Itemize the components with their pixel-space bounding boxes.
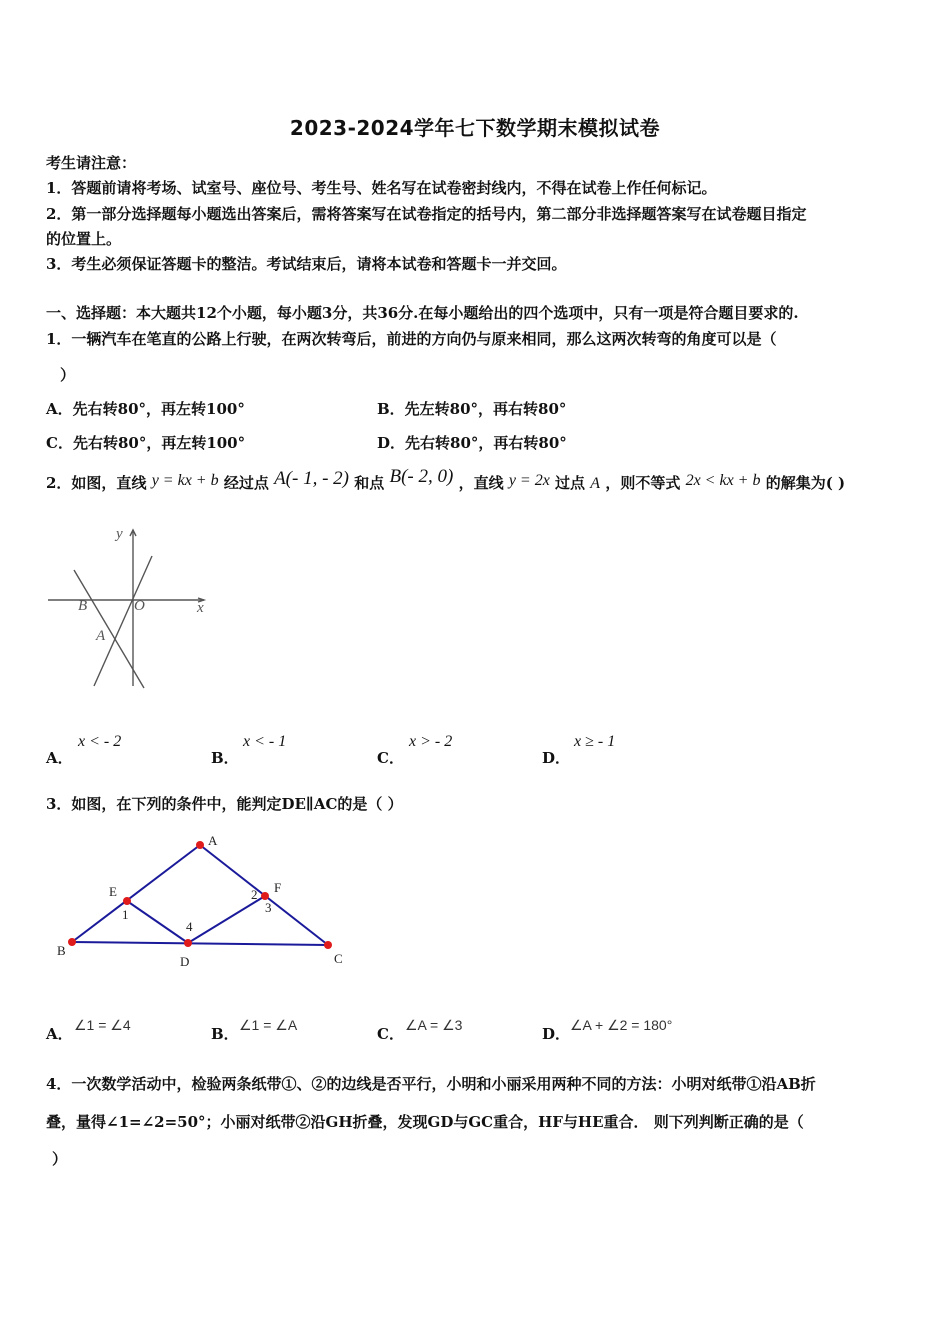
segment-ed [127,901,188,943]
fig-label-b: B [78,598,88,614]
fig-label-a: A [96,628,106,644]
question-3-option-c: ∠A = ∠3 [405,1017,463,1033]
q2-math-a: A [590,475,601,492]
q2-math-point-b: B(- 2, 0) [389,466,454,487]
label-angle-2: 2 [251,887,258,902]
fig-label-x: x [197,600,204,616]
label-angle-3: 3 [265,900,272,915]
line-2x [94,556,152,686]
q2-text-4: ，直线 [458,474,504,492]
question-3-option-c-label: C． [377,1025,404,1043]
label-f: F [274,880,282,895]
label-d: D [180,954,190,969]
label-angle-1: 1 [122,907,129,922]
point-d [184,939,192,947]
question-3-stem: 3．如图，在下列的条件中，能判定DE∥AC的是（ ） [46,795,403,813]
question-3-option-a-label: A． [46,1025,73,1043]
question-2-option-b: x < - 1 [243,733,287,750]
notice-item-2a: 2．第一部分选择题每小题选出答案后，需将答案写在试卷指定的括号内，第二部分非选择题答案写在试卷题目指定 [46,205,807,223]
notice-heading: 考生请注意： [46,154,137,172]
question-4-line-3: ） [52,1150,68,1168]
segment-bc [72,942,328,945]
point-c [324,941,332,949]
segment-df [188,896,265,943]
q2-text-3: 和点 [354,474,385,492]
question-2-option-c-label: C． [377,749,404,767]
point-a [196,841,204,849]
question-2-option-c: x > - 2 [409,733,453,750]
label-a: A [208,833,218,848]
section-heading: 一、选择题：本大题共12个小题，每小题3分，共36分.在每小题给出的四个选项中，只有一项是符合题目要求的. [46,304,799,322]
question-3-option-d: ∠A + ∠2 = 180° [570,1017,673,1033]
question-1-option-d: D．先右转80°，再右转80° [377,434,567,452]
point-e [123,897,131,905]
question-1-option-b: B．先左转80°，再右转80° [377,400,567,418]
q2-math-line-eq: y = kx + b [151,472,219,489]
question-3-option-a: ∠1 = ∠4 [74,1017,131,1033]
question-2-option-d: x ≥ - 1 [574,733,616,750]
question-2-stem [46,466,846,494]
point-f [261,892,269,900]
q2-text-7: 的解集为( ) [765,474,846,492]
q2-text-2: 经过点 [223,474,269,492]
notice-item-2b: 的位置上。 [46,230,122,248]
notice-item-3: 3．考生必须保证答题卡的整洁。考试结束后，请将本试卷和答题卡一并交回。 [46,255,567,273]
question-1-stem-end: ） [60,366,76,384]
question-1-option-a: A．先右转80°，再左转100° [46,400,245,418]
question-2-figure [44,518,214,693]
question-3-option-b-label: B． [211,1025,239,1043]
fig-label-o: O [134,598,145,614]
question-1-stem: 1．一辆汽车在笔直的公路上行驶，在两次转弯后，前进的方向仍与原来相同，那么这两次转弯的角度可以是（ [46,330,777,348]
question-2-option-b-label: B． [211,749,239,767]
question-4-line-1: 4．一次数学活动中，检验两条纸带①、②的边线是否平行，小明和小丽采用两种不同的方法：小明对纸带①沿AB折 [46,1075,816,1093]
question-4-line-2: 叠，量得∠1=∠2=50°；小丽对纸带②沿GH折叠，发现GD与GC重合，HF与HE重合． 则下列判断正确的是（ [46,1113,804,1131]
label-e: E [109,884,117,899]
question-3-option-b: ∠1 = ∠A [239,1017,298,1033]
question-1-option-c: C．先右转80°，再左转100° [46,434,246,452]
page-title: 2023-2024学年七下数学期末模拟试卷 [289,116,661,140]
point-b [68,938,76,946]
q2-math-inequality: 2x < kx + b [685,472,761,489]
notice-item-1: 1．答题前请将考场、试室号、座位号、考生号、姓名写在试卷密封线内，不得在试卷上作任何标记。 [46,179,717,197]
q2-math-point-a: A(- 1, - 2) [274,468,349,489]
question-3-option-d-label: D． [542,1025,571,1043]
question-2-option-a-label: A． [46,749,73,767]
question-2-option-d-label: D． [542,749,571,767]
label-angle-4: 4 [186,919,193,934]
fig-label-y: y [116,526,123,542]
q2-text-5: 过点 [555,474,586,492]
label-b: B [57,943,66,958]
q2-text-6: ，则不等式 [605,474,681,492]
question-3-figure [50,830,360,970]
q2-text-1: 2．如图，直线 [46,474,147,492]
q2-math-line-2x: y = 2x [508,472,550,489]
question-2-option-a: x < - 2 [78,733,122,750]
label-c: C [334,951,343,966]
segment-ba [72,845,200,942]
